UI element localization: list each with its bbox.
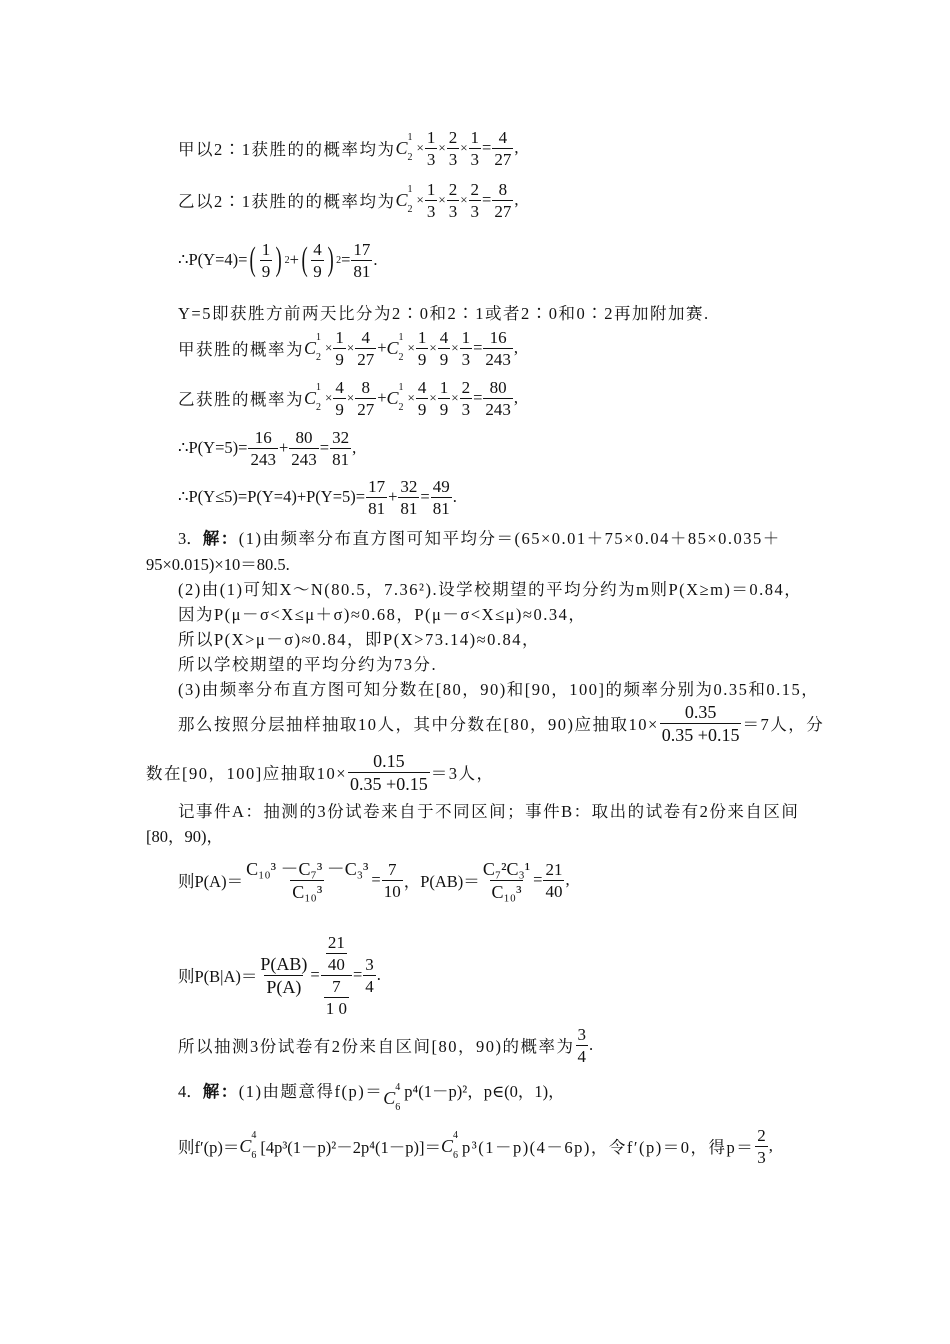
fraction: $\frac{1}{3}$ <box>461 327 471 369</box>
q4-line-b: 则f′(p)＝ C 4 6 [4p³(1－p)²－2p⁴(1－p)]＝ C 4 6 p³(1－p)(4－6p)，令f′(p)＝0，得p＝ 2 3 , <box>178 1125 773 1167</box>
text: ∴P(Y=4)= <box>178 250 248 269</box>
q3-line-k <box>146 815 810 855</box>
text: 所以P(X>μ－σ)≈0.84，即P(X>73.14)≈0.84， <box>178 630 541 649</box>
text: (2)由(1)可知X～N(80.5，7.36²).设学校期望的平均分约为m则P(X≥m)＝0.84， <box>178 580 803 599</box>
combination: C 4 6 <box>440 1129 458 1161</box>
fraction: $\frac{8}{27}$ <box>494 179 512 221</box>
text: 则f′(p)＝ <box>178 1138 240 1157</box>
combination: C 4 6 <box>239 1129 257 1161</box>
fraction: $\frac{4}{27}$ <box>494 127 512 169</box>
fraction: $\frac{7}{1 0}$ <box>325 976 347 1018</box>
complex-fraction <box>321 934 352 1017</box>
text: [4p³(1－p)²－2p⁴(1－p)]＝ <box>260 1138 441 1157</box>
text: 所以抽测3份试卷有2份来自区间[80，90)的概率为 <box>178 1037 575 1056</box>
fraction: $\frac{0.15}{0.35 +0.15}$ <box>350 750 428 794</box>
fraction: $\frac{1}{9}$ <box>335 327 344 369</box>
fraction: $\frac{32}{81}$ <box>332 427 350 469</box>
text: ＝7人，分 <box>742 715 825 734</box>
fraction: $\frac{32}{81}$ <box>400 476 418 518</box>
solution-label: 解： <box>202 1082 239 1101</box>
fraction: $\frac{1}{9}$ <box>417 327 427 369</box>
fraction: 4 9 <box>313 239 322 281</box>
text: (1)由频率分布直方图可知平均分＝(65×0.01＋75×0.04＋85×0.035＋ <box>238 529 781 548</box>
text: ，P(AB)＝ <box>403 872 480 891</box>
text: p³(1－p)(4－6p)，令f′(p)＝0，得p＝ <box>462 1138 755 1157</box>
line-py-le5: ∴P(Y≤5)=P(Y=4)+P(Y=5)= $\frac{17}{81}$ + $\frac{32}{81}$ = $\frac{49}{81}$ . <box>178 476 457 518</box>
solution-label: 解： <box>202 529 239 548</box>
text: [80，90)， <box>146 827 223 846</box>
text: 则P(B|A)＝ <box>178 967 258 986</box>
text: 因为P(μ－σ<X≤μ＋σ)≈0.68，P(μ－σ<X≤μ)≈0.34， <box>178 605 587 624</box>
text: 则P(A)＝ <box>178 872 244 891</box>
line-yi-21: 乙以2∶1获胜的的概率均为 C 1 2 × $\frac{1}{3}$ × $\frac{2}{3}$ × $\frac{2}{3}$ = $\frac{8}{27}$ , <box>178 179 519 221</box>
text: Y=5即获胜方前两天比分为2∶0和2∶1或者2∶0和0∶2再加附加赛. <box>178 304 710 323</box>
line-yi-win: 乙获胜的概率为 C 1 2 × $\frac{4}{9}$ × $\frac{8}{27}$ + C 1 2 × $\frac{4}{9}$ × $\frac{1}{9}$ × $\frac{2}{3}$ = $\frac{80}{243}$ , <box>178 377 518 419</box>
fraction: $\frac{2}{3}$ <box>448 179 458 221</box>
fraction: $\frac{\text{C₇²C₃¹}}{\text{C₁₀³}}$ <box>482 858 531 902</box>
fraction: 1 9 <box>261 239 271 281</box>
fraction: $\frac{3}{4}$ <box>365 954 374 996</box>
line-y5-desc <box>178 292 810 332</box>
text: 95×0.015)×10＝80.5. <box>146 555 290 574</box>
fraction: $\frac{4}{27}$ <box>357 327 375 369</box>
line-jia-win: 甲获胜的概率为 C 1 2 × $\frac{1}{9}$ × $\frac{4}{27}$ + C 1 2 × $\frac{1}{9}$ × $\frac{4}{9}$ × $\frac{1}{3}$ = $\frac{16}{243}$ , <box>178 327 518 369</box>
fraction: $\frac{49}{81}$ <box>432 476 450 518</box>
combination: C 1 2 <box>395 183 413 215</box>
text: ∴P(Y=5)= <box>178 438 248 457</box>
text: 数在[90，100]应抽取10× <box>146 764 348 783</box>
fraction: $\frac{4}{9}$ <box>335 377 344 419</box>
combination: C 1 2 <box>386 381 404 413</box>
fraction: $\frac{80}{243}$ <box>291 427 317 469</box>
fraction: $\frac{2}{3}$ <box>448 127 458 169</box>
fraction: $\frac{1}{3}$ <box>426 179 436 221</box>
fraction: $\frac{2}{3}$ <box>461 377 471 419</box>
q3-line-n: 所以抽测3份试卷有2份来自区间[80，90)的概率为 3 4 . <box>178 1024 594 1066</box>
fraction: $\frac{4}{9}$ <box>417 377 427 419</box>
text: p⁴(1－p)²，p∈(0，1)， <box>404 1082 565 1101</box>
combination: C 1 2 <box>304 331 321 363</box>
fraction: $\frac{0.35}{0.35 +0.15}$ <box>661 701 740 745</box>
text: 所以学校期望的平均分约为73分. <box>178 655 438 674</box>
q3-line-l: 则P(A)＝ $\frac{\text{C₁₀³ －C₇³ －C₃³}}{\text{C₁₀³}}$ = $\frac{7}{10}$ ，P(AB)＝ $\frac{\text{C₇²C₃¹}}{\text{C₁₀³}}$ = $\frac{21}{40}$ , <box>178 858 570 902</box>
q3-line-h <box>178 701 825 745</box>
fraction: $\frac{P(AB)}{P(A)}$ <box>260 953 308 997</box>
fraction: 2 3 <box>757 1125 766 1167</box>
fraction: $\frac{21}{40}$ <box>545 859 563 901</box>
text: 乙以2∶1获胜的的概率均为 <box>178 192 396 211</box>
text: (1)由题意得f(p)＝ <box>238 1082 384 1101</box>
text: 甲以2∶1获胜的的概率均为 <box>178 140 396 159</box>
fraction: $\frac{80}{243}$ <box>485 377 511 419</box>
fraction: $\frac{1}{3}$ <box>470 127 480 169</box>
fraction: $\frac{16}{243}$ <box>250 427 276 469</box>
fraction: $\frac{\text{C₁₀³ －C₇³ －C₃³}}{\text{C₁₀³}}$ <box>246 858 369 902</box>
fraction: $\frac{8}{27}$ <box>357 377 375 419</box>
fraction: $\frac{17}{81}$ <box>368 476 386 518</box>
fraction: 3 4 <box>577 1024 586 1066</box>
combination: C 1 2 <box>304 381 321 413</box>
line-jia-21: 甲以2∶1获胜的的概率均为 C 1 2 × $\frac{1}{3}$ × $\frac{2}{3}$ × $\frac{1}{3}$ = $\frac{4}{27}$ , <box>178 127 519 169</box>
combination: C 1 2 <box>395 131 413 163</box>
fraction: $\frac{21}{40}$ <box>327 932 345 974</box>
q3-line-m: 则P(B|A)＝ $\frac{P(AB)}{P(A)}$ = $\frac{\frac{21}{40}}{\frac{7}{1 0}}$ = $\frac{3}{4}$ . <box>178 932 381 1018</box>
text: ∴P(Y≤5)=P(Y=4)+P(Y=5)= <box>178 487 366 506</box>
text: ＝3人， <box>430 764 495 783</box>
line-py4: ∴P(Y=4)= ( 1 9 ) 2 + ( 4 9 ) 2 = $\frac{17}{81}$ . <box>178 239 378 281</box>
line-py5: ∴P(Y=5)= $\frac{16}{243}$ + $\frac{80}{243}$ = $\frac{32}{81}$ , <box>178 427 357 469</box>
fraction: $\frac{17}{81}$ <box>353 239 371 281</box>
text: 那么按照分层抽样抽取10人，其中分数在[80，90)应抽取10× <box>178 715 659 734</box>
combination: C 1 2 <box>386 331 404 363</box>
combination: C 4 6 <box>383 1081 401 1113</box>
fraction: $\frac{1}{9}$ <box>439 377 449 419</box>
fraction: $\frac{2}{3}$ <box>470 179 480 221</box>
fraction: $\frac{16}{243}$ <box>485 327 511 369</box>
q3-number: 3． <box>178 529 203 548</box>
q4-number: 4． <box>178 1082 203 1101</box>
text: 乙获胜的概率为 <box>178 390 304 409</box>
q3-line-i <box>146 752 810 792</box>
text: 记事件A：抽测的3份试卷来自于不同区间；事件B：取出的试卷有2份来自区间 <box>178 802 800 821</box>
text: 甲获胜的概率为 <box>178 340 304 359</box>
q4-line-a <box>178 1070 810 1113</box>
fraction: $\frac{1}{3}$ <box>426 127 436 169</box>
fraction: $\frac{7}{10}$ <box>383 859 401 901</box>
text: (3)由频率分布直方图可知分数在[80，90)和[90，100]的频率分别为0.35和0.15， <box>178 680 820 699</box>
fraction: $\frac{4}{9}$ <box>439 327 449 369</box>
